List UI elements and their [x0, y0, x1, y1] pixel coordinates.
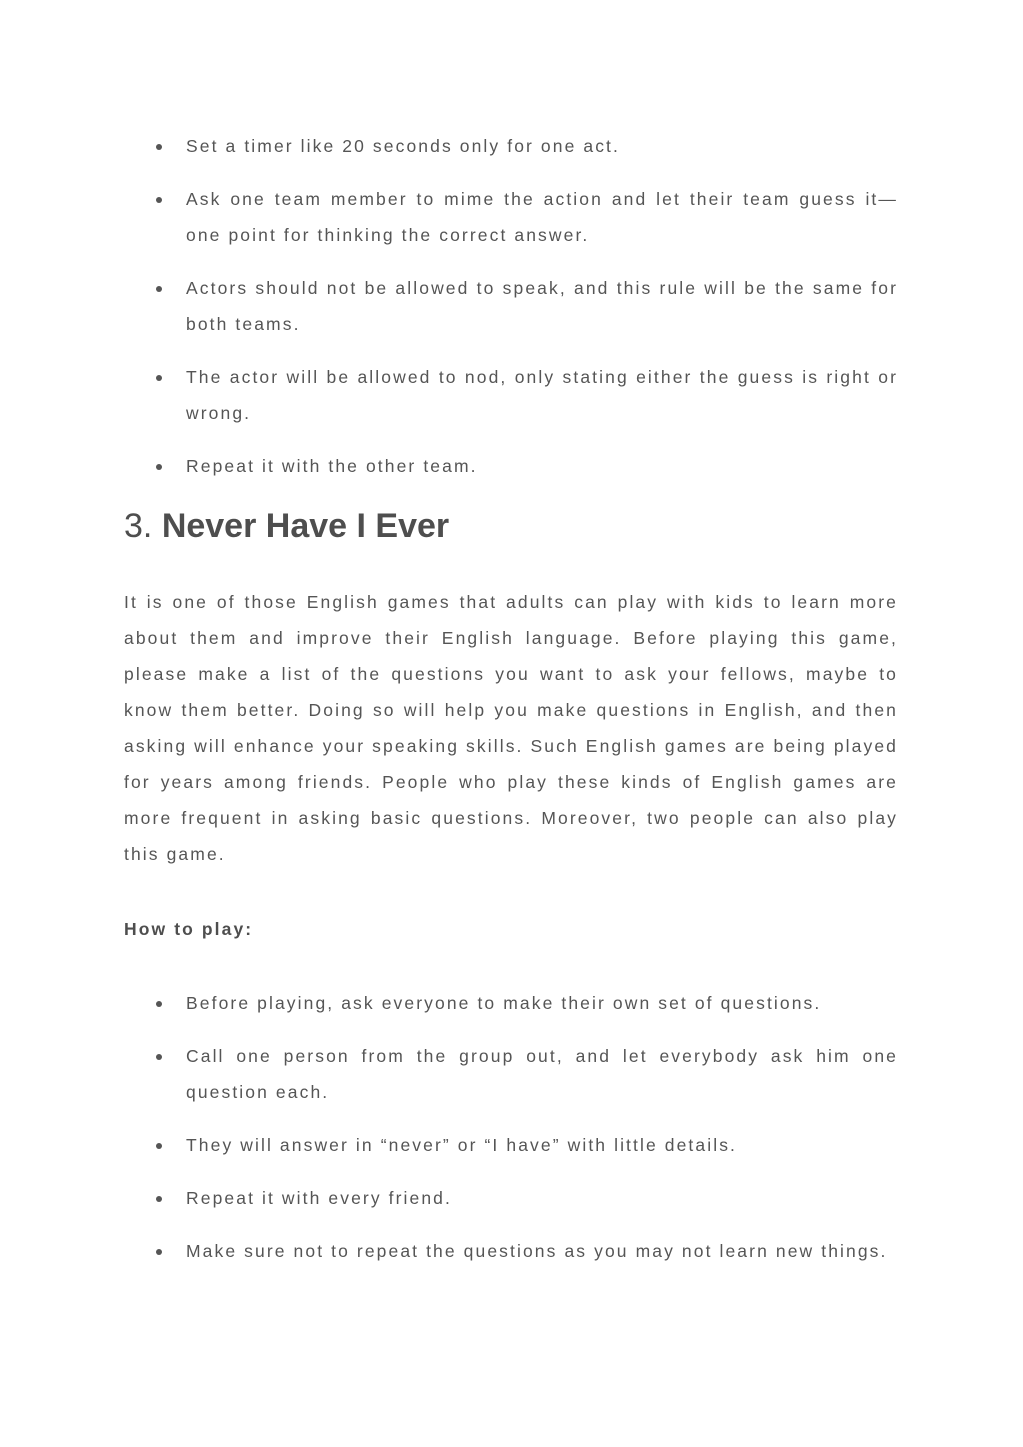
- bullet-icon: [156, 464, 162, 470]
- section-paragraph: It is one of those English games that adults can play with kids to learn more about them and improve their English language. Before playing this game, please make a list of the questions you want to ask your fellows, maybe to know them better. Doing so will help you make questions in English, and then asking will enhance your speaking skills. Such English games are being played for years among friends. People who play these kinds of English games are more frequent in asking basic questions. Moreover, two people can also play this game.: [124, 592, 898, 864]
- section-number: 3.: [124, 507, 153, 545]
- list-item: Call one person from the group out, and let everybody ask him one question each.: [124, 1038, 898, 1110]
- rules-list-never-have-i-ever: [124, 985, 898, 1269]
- section-title: Never Have I Ever: [161, 507, 450, 545]
- bullet-icon: [156, 1054, 162, 1060]
- bullet-icon: [156, 1143, 162, 1149]
- list-item: Before playing, ask everyone to make their own set of questions.: [124, 985, 898, 1021]
- list-item: The actor will be allowed to nod, only stating either the guess is right or wrong.: [124, 359, 898, 431]
- section-heading: [124, 504, 898, 548]
- list-item: Repeat it with the other team.: [124, 448, 898, 484]
- list-item: Actors should not be allowed to speak, and this rule will be the same for both teams.: [124, 270, 898, 342]
- list-item: They will answer in “never” or “I have” with little details.: [124, 1127, 898, 1163]
- list-item: Make sure not to repeat the questions as you may not learn new things.: [124, 1233, 898, 1269]
- list-item: Set a timer like 20 seconds only for one act.: [124, 128, 898, 164]
- bullet-icon: [156, 1249, 162, 1255]
- rules-list-charades: [124, 128, 898, 484]
- bullet-icon: [156, 375, 162, 381]
- bullet-icon: [156, 1196, 162, 1202]
- bullet-icon: [156, 1001, 162, 1007]
- list-item: Repeat it with every friend.: [124, 1180, 898, 1216]
- bullet-icon: [156, 286, 162, 292]
- document-page: [124, 128, 898, 1286]
- bullet-icon: [156, 144, 162, 150]
- bullet-icon: [156, 197, 162, 203]
- list-item: Ask one team member to mime the action and let their team guess it—one point for thinking the correct answer.: [124, 181, 898, 253]
- how-to-play-heading: How to play:: [124, 919, 254, 939]
